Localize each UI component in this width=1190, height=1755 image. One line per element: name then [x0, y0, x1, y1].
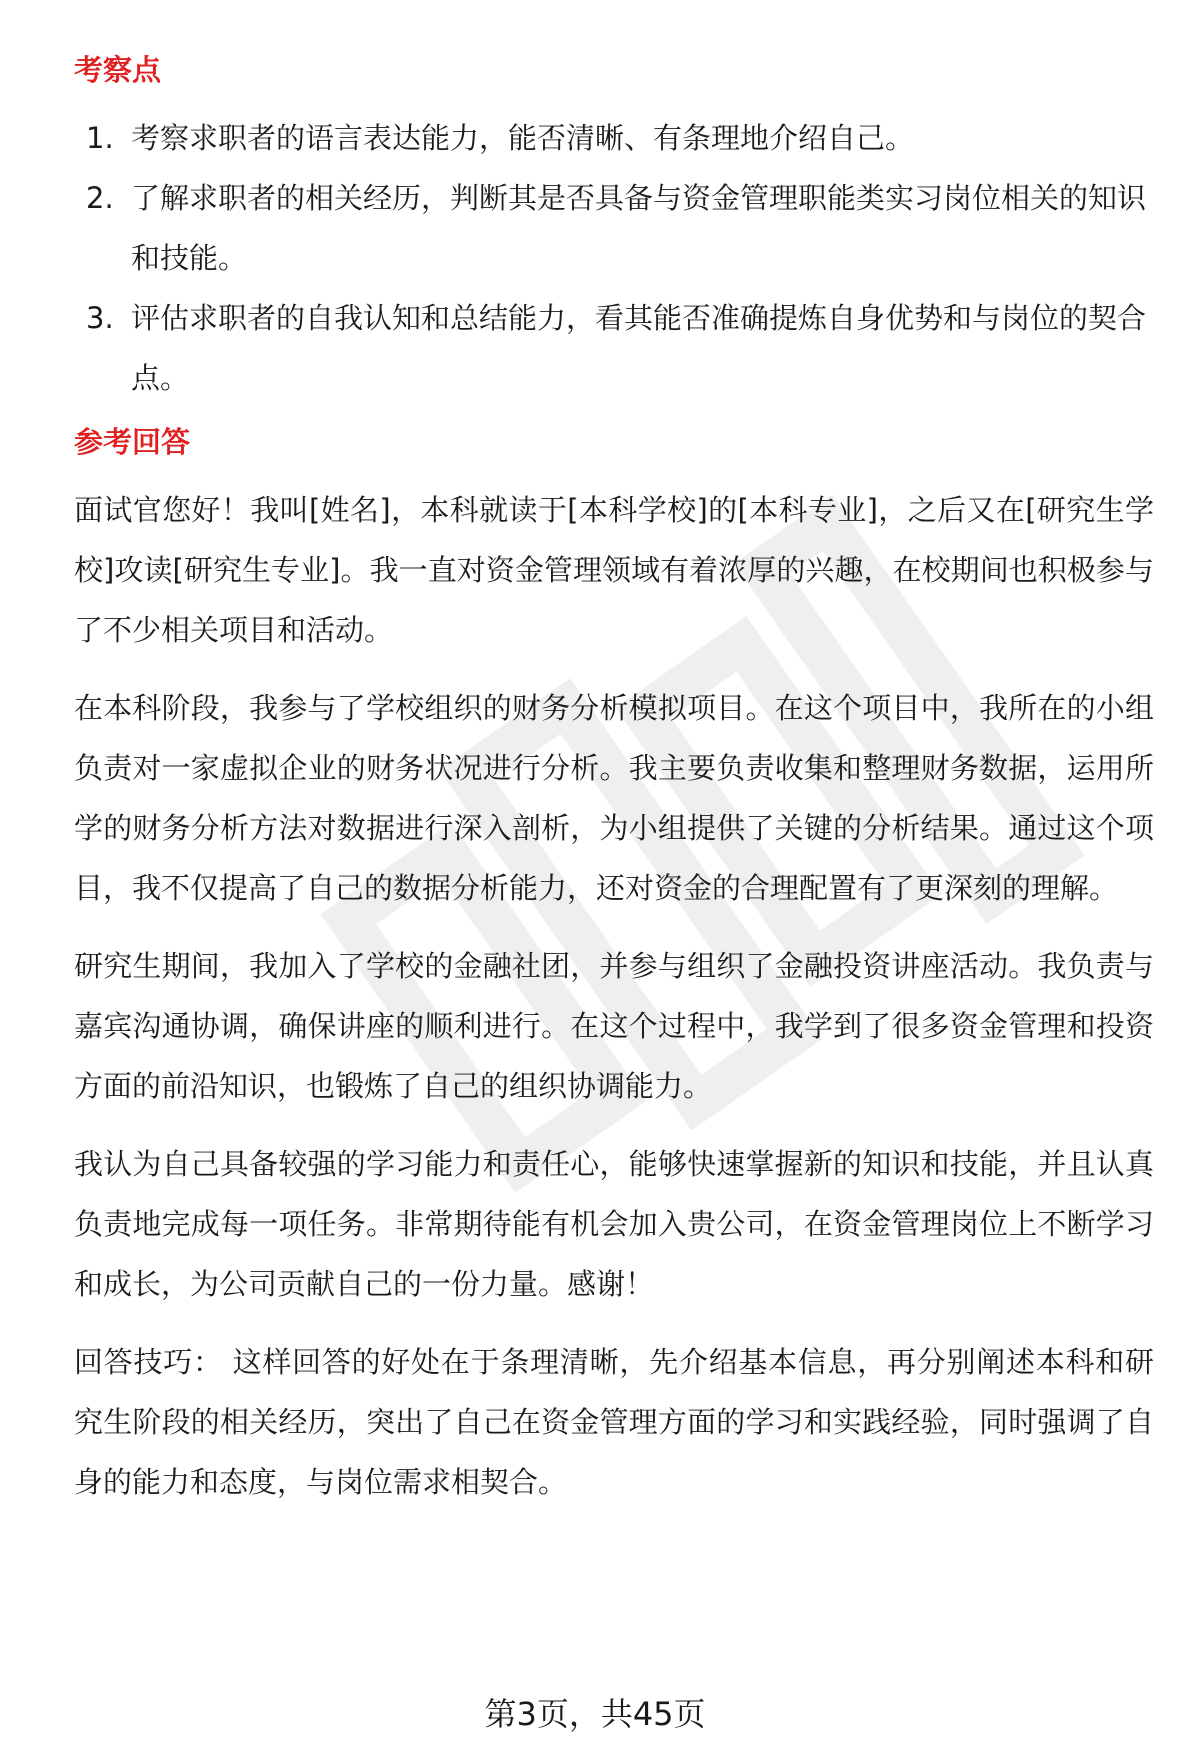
- section-title-points: 考察点: [74, 53, 162, 87]
- page-number-footer: 第3页，共45页: [484, 1695, 706, 1733]
- answer-tips-paragraph: 回答技巧： 这样回答的好处在于条理清晰，先介绍基本信息，再分别阐述本科和研究生阶段的相关经历，突出了自己在资金管理方面的学习和实践经验，同时强调了自身的能力和态度，与岗位需求相契合。: [74, 1345, 1154, 1499]
- list-item: [74, 288, 1154, 408]
- list-item-text: 考察求职者的语言表达能力，能否清晰、有条理地介绍自己。: [131, 121, 915, 155]
- list-item-number: 3.: [86, 301, 114, 335]
- list-item: [74, 108, 1154, 168]
- list-item-number: 2.: [86, 181, 114, 215]
- points-list: [74, 108, 1154, 408]
- answer-paragraph-graduate: 研究生期间，我加入了学校的金融社团，并参与组织了金融投资讲座活动。我负责与嘉宾沟通协调，确保讲座的顺利进行。在这个过程中，我学到了很多资金管理和投资方面的前沿知识，也锻炼了自己的组织协调能力。: [74, 949, 1154, 1103]
- list-item-text: 评估求职者的自我认知和总结能力，看其能否准确提炼自身优势和与岗位的契合点。: [131, 301, 1147, 395]
- list-item: [74, 168, 1154, 288]
- list-item-text: 了解求职者的相关经历，判断其是否具备与资金管理职能类实习岗位相关的知识和技能。: [131, 181, 1147, 275]
- answer-paragraph-intro: 面试官您好！我叫[姓名]，本科就读于[本科学校]的[本科专业]，之后又在[研究生学校]攻读[研究生专业]。我一直对资金管理领域有着浓厚的兴趣，在校期间也积极参与了不少相关项目和活动。: [74, 493, 1154, 647]
- document-content: [74, 40, 1154, 1530]
- answer-paragraph-undergrad: 在本科阶段，我参与了学校组织的财务分析模拟项目。在这个项目中，我所在的小组负责对一家虚拟企业的财务状况进行分析。我主要负责收集和整理财务数据，运用所学的财务分析方法对数据进行深入剖析，为小组提供了关键的分析结果。通过这个项目，我不仅提高了自己的数据分析能力，还对资金的合理配置有了更深刻的理解。: [74, 691, 1154, 905]
- list-item-number: 1.: [86, 121, 114, 155]
- section-title-answer: 参考回答: [74, 425, 191, 459]
- answer-paragraph-closing: 我认为自己具备较强的学习能力和责任心，能够快速掌握新的知识和技能，并且认真负责地完成每一项任务。非常期待能有机会加入贵公司，在资金管理岗位上不断学习和成长，为公司贡献自己的一份力量。感谢！: [74, 1147, 1154, 1301]
